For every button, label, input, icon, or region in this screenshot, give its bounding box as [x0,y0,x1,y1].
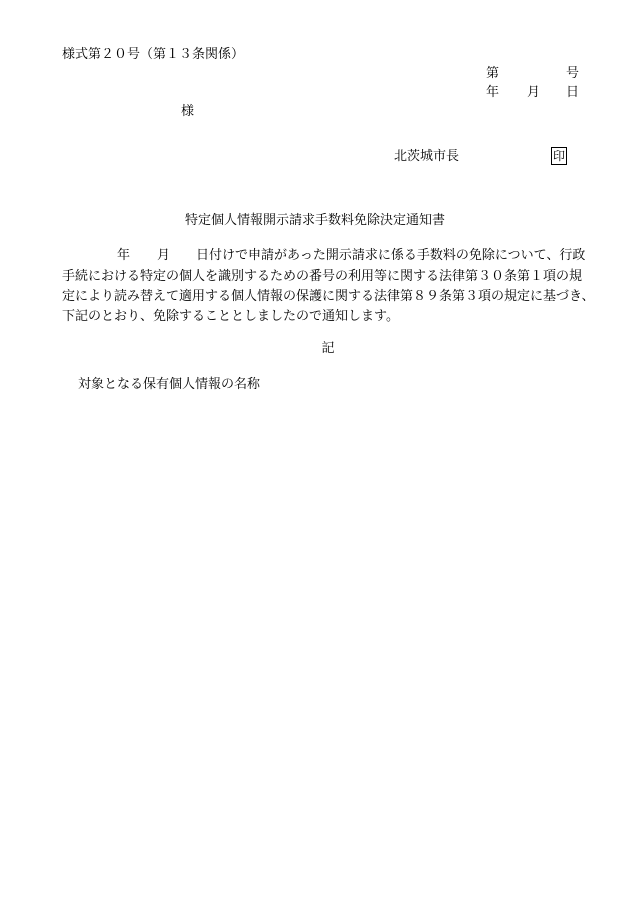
document-title: 特定個人情報開示請求手数料免除決定通知書 [184,213,445,228]
item-target-info-name: 対象となる保有個人情報の名称 [78,377,261,392]
body-line-1-text: 日付けで申請があった開示請求に係る手数料の免除について、行政 [196,248,586,263]
seal-box: 印 [552,149,565,163]
body-line-3: 定により読み替えて適用する個人情報の保護に関する法律第８９条第３項の規定に基づき、 [62,289,595,304]
date-year-label: 年 [486,85,500,100]
document-number-label: 第 [486,66,500,81]
form-number: 様式第２０号（第１３条関係） [62,47,245,62]
ki-heading: 記 [321,341,335,356]
body-year-label: 年 [117,248,131,263]
recipient-honorific: 様 [181,104,195,119]
date-day-label: 日 [566,85,580,100]
body-line-4: 下記のとおり、免除することとしましたので通知します。 [62,309,399,324]
body-line-2: 手続における特定の個人を識別するための番号の利用等に関する法律第３０条第１項の規 [62,269,583,284]
document-number-suffix: 号 [566,66,580,81]
issuer-name: 北茨城市長 [394,149,460,164]
date-month-label: 月 [527,85,541,100]
body-month-label: 月 [157,248,171,263]
